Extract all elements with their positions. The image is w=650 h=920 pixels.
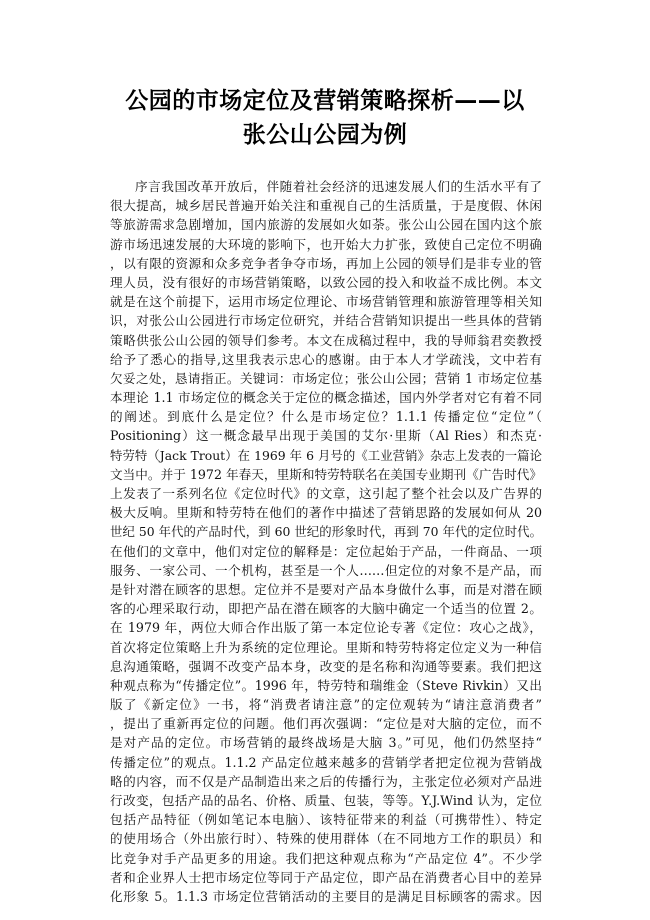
body-text-line: 客的心理采取行动，即把产品在潜在顾客的大脑中确定一个适当的位置 2。 — [110, 601, 542, 617]
body-text-line: 在 1979 年，两位大师合作出版了第一本定位论专著《定位：攻心之战》， — [110, 620, 542, 636]
body-text-line: 世纪 50 年代的产品时代，到 60 世纪的形象时代，再到 70 年代的定位时代。 — [110, 524, 542, 540]
body-text-line: 化形象 5。1.1.3 市场定位营销活动的主要目的是满足目标顾客的需求。因 — [110, 888, 542, 904]
body-text-line: 极大反响。里斯和特劳特在他们的著作中描述了营销思路的发展如何从 20 — [110, 505, 542, 521]
body-text-line: 息沟通策略，强调不改变产品本身，改变的是名称和沟通等要素。我们把这 — [110, 658, 542, 674]
body-text-line: 特劳特（Jack Trout）在 1969 年 6 月号的《工业营销》杂志上发表的一篇论 — [110, 447, 542, 463]
body-text-line: 策略供张公山公园的领导们参考。本文在成稿过程中，我的导师翁君奕教授 — [110, 332, 542, 348]
body-text-line: ，提出了重新再定位的问题。他们再次强调：“定位是对大脑的定位，而不 — [110, 716, 542, 732]
body-paragraph — [110, 177, 542, 906]
body-text-line: 的阐述。到底什么是定位？什么是市场定位？1.1.1 传播定位“定位”（ — [110, 409, 542, 425]
title-line: 公园的市场定位及营销策略探析——以 — [125, 88, 525, 114]
body-text-line: 行改变，包括产品的品名、价格、质量、包装，等等。Y.J.Wind 认为，定位 — [110, 793, 542, 808]
body-text-line: 理人员，没有很好的市场营销策略，以致公园的投入和收益不成比例。本文 — [110, 274, 542, 290]
document-title — [90, 84, 560, 152]
body-text-line: 比竞争对手产品更多的用途。我们把这种观点称为“产品定位 4”。不少学 — [110, 850, 542, 866]
body-text-line: ，以有限的资源和众多竞争者争夺市场，再加上公园的领导们是非专业的管 — [110, 255, 542, 271]
body-text-line: 就是在这个前提下，运用市场定位理论、市场营销管理和旅游管理等相关知 — [110, 294, 542, 310]
body-text-line: 版了《新定位》一书，将“消费者请注意”的定位观转为“请注意消费者” — [110, 697, 542, 713]
body-text-line: 是针对潜在顾客的思想。定位并不是要对产品本身做什么事，而是对潜在顾 — [110, 581, 542, 597]
body-text-line: 首次将定位策略上升为系统的定位理论。里斯和特劳特将定位定义为一种信 — [110, 639, 542, 655]
body-text-line: 是对产品的定位。市场营销的最终战场是大脑 3。”可见，他们仍然坚持“ — [110, 735, 542, 751]
body-text-line: 序言我国改革开放后，伴随着社会经济的迅速发展人们的生活水平有了 — [135, 179, 542, 194]
body-text-line: 种观点称为“传播定位”。1996 年，特劳特和瑞维金（Steve Rivkin）又出 — [110, 677, 542, 693]
body-text-line: 本理论 1.1 市场定位的概念关于定位的概念描述，国内外学者对它有着不同 — [110, 390, 542, 406]
body-text-line: 包括产品特征（例如笔记本电脑）、该特征带来的利益（可携带性）、特定 — [110, 812, 542, 828]
body-text-line: 等旅游需求急剧增加，国内旅游的发展如火如荼。张公山公园在国内这个旅 — [110, 217, 542, 233]
body-text-line: 识，对张公山公园进行市场定位研究，并结合营销知识提出一些具体的营销 — [110, 313, 542, 329]
title-line: 张公山公园为例 — [242, 122, 408, 148]
body-text-line: 游市场迅速发展的大环境的影响下，也开始大力扩张，致使自己定位不明确 — [110, 236, 542, 252]
body-text-line: 欠妥之处，恳请指正。关键词：市场定位；张公山公园；营销 1 市场定位基 — [110, 370, 542, 386]
body-text-line: 很大提高，城乡居民普遍开始关注和重视自己的生活质量，于是度假、休闲 — [110, 198, 542, 214]
body-text-line: 者和企业界人士把市场定位等同于产品定位，即产品在消费者心目中的差异 — [110, 869, 542, 885]
body-text-line: 服务、一家公司、一个机构，甚至是一个人……但定位的对象不是产品，而 — [110, 562, 542, 578]
body-text-line: 在他们的文章中，他们对定位的解释是：定位起始于产品，一件商品、一项 — [110, 543, 542, 559]
body-text-line: 略的内容，而不仅是产品制造出来之后的传播行为，主张定位必须对产品进 — [110, 773, 542, 789]
body-text-line: 上发表了一系列名位《定位时代》的文章，这引起了整个社会以及广告界的 — [110, 486, 542, 501]
body-text-line: 给予了悉心的指导,这里我表示忠心的感谢。由于本人才学疏浅，文中若有 — [110, 351, 542, 367]
body-text-line: Positioning）这一概念最早出现于美国的艾尔·里斯（Al Ries）和杰克· — [110, 428, 542, 444]
body-text-line: 的使用场合（外出旅行时）、特殊的使用群体（在不同地方工作的职员）和 — [110, 831, 542, 847]
body-text-line: 传播定位”的观点。1.1.2 产品定位越来越多的营销学者把定位视为营销战 — [110, 754, 542, 770]
body-text-line: 文当中。并于 1972 年春天，里斯和特劳特联名在美国专业期刊《广告时代》 — [110, 466, 542, 482]
